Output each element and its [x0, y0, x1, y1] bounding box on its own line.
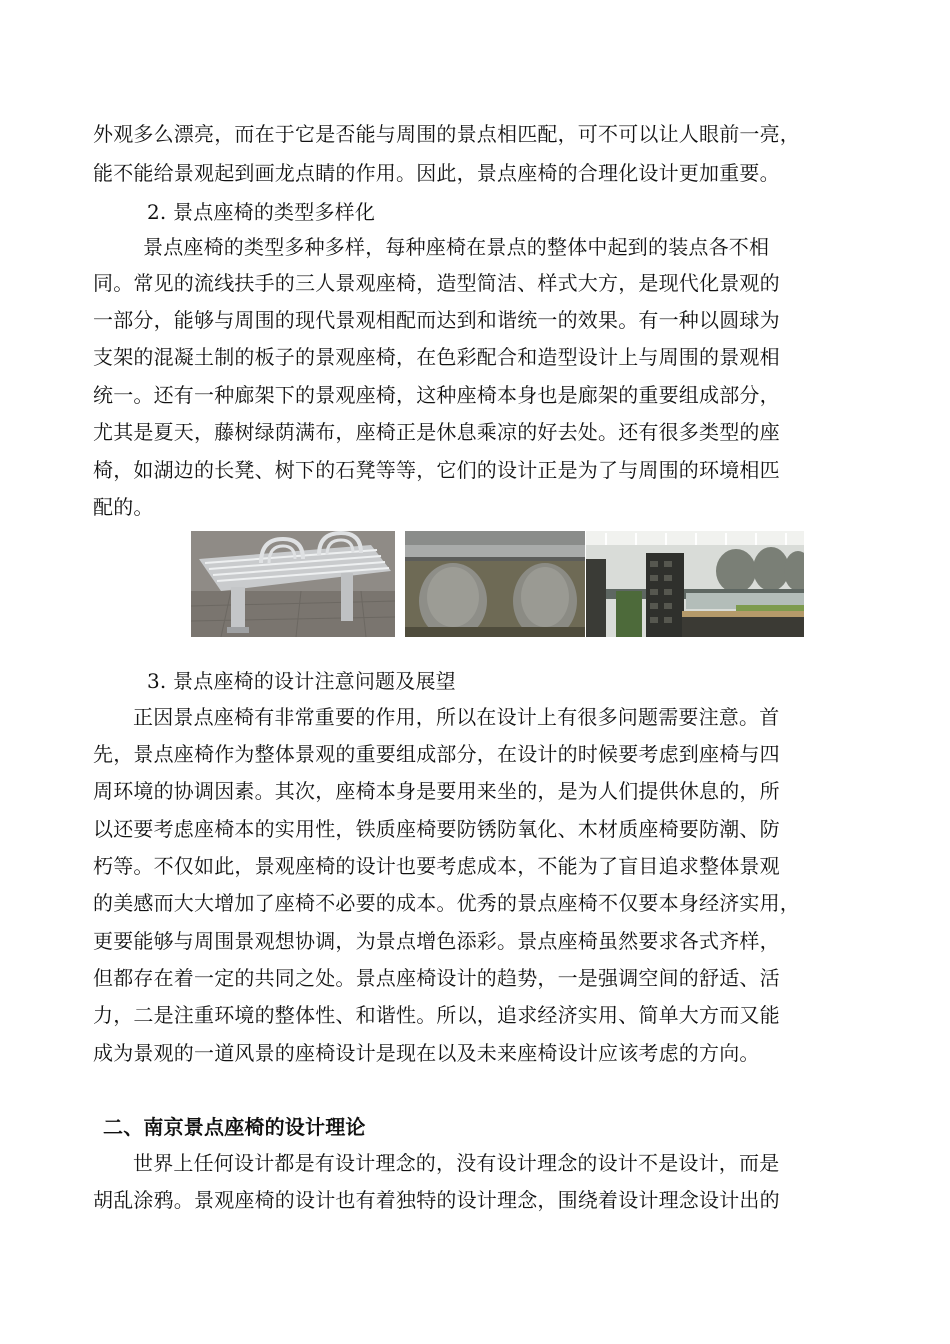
text-line: 以还要考虑座椅本的实用性，铁质座椅要防锈防氧化、木材质座椅要防潮、防: [93, 817, 780, 841]
text-line: 尤其是夏天，藤树绿荫满布，座椅正是休息乘凉的好去处。还有很多类型的座: [93, 420, 780, 444]
photo-metal-bench: [191, 531, 395, 637]
text-line: 配的。: [93, 495, 154, 519]
text-line: 一部分，能够与周围的现代景观相配而达到和谐统一的效果。有一种以圆球为: [93, 308, 780, 332]
text-line: 但都存在着一定的共同之处。景点座椅设计的趋势，一是强调空间的舒适、活: [93, 966, 780, 990]
text-line: 更要能够与周围景观想协调，为景点增色添彩。景点座椅虽然要求各式齐样，: [93, 929, 780, 953]
text-line: 能不能给景观起到画龙点睛的作用。因此，景点座椅的合理化设计更加重要。: [93, 161, 780, 185]
text-line: 统一。还有一种廊架下的景观座椅，这种座椅本身也是廊架的重要组成部分，: [93, 383, 780, 407]
text-line: 正因景点座椅有非常重要的作用，所以在设计上有很多问题需要注意。首: [133, 705, 780, 729]
text-line: 椅，如湖边的长凳、树下的石凳等等，它们的设计正是为了与周围的环境相匹: [93, 458, 780, 482]
text-line: 周环境的协调因素。其次，座椅本身是要用来坐的，是为人们提供休息的，所: [93, 779, 780, 803]
text-line: 力，二是注重环境的整体性、和谐性。所以，追求经济实用、简单大方而又能: [93, 1003, 780, 1027]
section-heading: 3. 景点座椅的设计注意问题及展望: [147, 669, 456, 693]
text-line: 同。常见的流线扶手的三人景观座椅，造型简洁、样式大方，是现代化景观的: [93, 271, 780, 295]
section-heading: 2. 景点座椅的类型多样化: [147, 200, 376, 224]
text-line: 先，景点座椅作为整体景观的重要组成部分，在设计的时候要考虑到座椅与四: [93, 742, 780, 766]
text-line: 支架的混凝土制的板子的景观座椅，在色彩配合和造型设计上与周围的景观相: [93, 345, 780, 369]
text-line: 景点座椅的类型多种多样，每种座椅在景点的整体中起到的装点各不相: [143, 235, 770, 259]
text-line: 胡乱涂鸦。景观座椅的设计也有着独特的设计理念，围绕着设计理念设计出的: [93, 1188, 780, 1212]
text-line: 外观多么漂亮，而在于它是否能与周围的景点相匹配，可不可以让人眼前一亮，: [93, 122, 800, 146]
chapter-heading: 二、南京景点座椅的设计理论: [103, 1115, 366, 1139]
photo-stone-bench: [405, 531, 585, 637]
text-line: 世界上任何设计都是有设计理念的，没有设计理念的设计不是设计，而是: [133, 1151, 780, 1175]
text-line: 朽等。不仅如此，景观座椅的设计也要考虑成本，不能为了盲目追求整体景观: [93, 854, 780, 878]
photo-pergola-bench: [586, 531, 804, 637]
text-line: 成为景观的一道风景的座椅设计是现在以及未来座椅设计应该考虑的方向。: [93, 1041, 760, 1065]
text-line: 的美感而大大增加了座椅不必要的成本。优秀的景点座椅不仅要本身经济实用，: [93, 891, 800, 915]
